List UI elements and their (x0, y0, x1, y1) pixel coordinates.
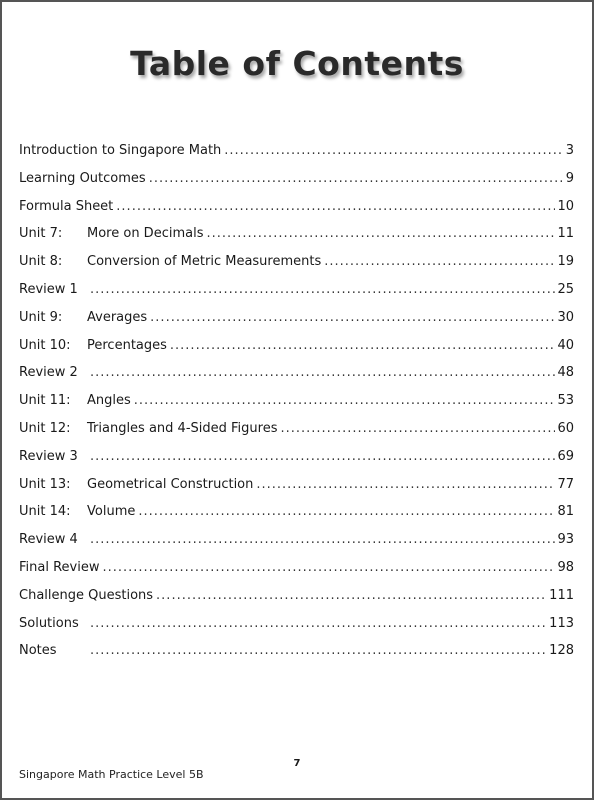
toc-entry-prefix: Notes (19, 643, 57, 659)
toc-entry-label: More on Decimals (87, 226, 204, 242)
toc-entry-prefix: Unit 9: (19, 309, 63, 325)
toc-entry (19, 504, 574, 532)
toc-entry-page: 60 (557, 420, 574, 436)
toc-entry-label: Final Review (19, 559, 100, 575)
page-title: Table of Contents (130, 44, 464, 83)
dot-leader (90, 282, 555, 297)
toc-entry (19, 226, 574, 254)
toc-entry-label: Volume (87, 504, 136, 520)
toc-entry-page: 53 (557, 393, 574, 409)
toc-entry-page: 3 (565, 143, 574, 158)
toc-entry (19, 310, 574, 338)
toc-entry-label: Angles (87, 393, 131, 409)
toc-entry-prefix: Unit 14: (19, 504, 71, 520)
toc-entry-label: Geometrical Construction (87, 476, 254, 492)
toc-entry-page: 111 (549, 587, 574, 603)
toc-entry (19, 143, 574, 171)
toc-entry-label: Triangles and 4-Sided Figures (87, 420, 278, 436)
dot-leader (256, 477, 555, 492)
toc-entry-prefix: Review 1 (19, 281, 78, 297)
toc-entry-page: 98 (557, 559, 574, 575)
toc-entry-page: 19 (557, 254, 574, 270)
toc-entry (19, 532, 574, 560)
page-number: 7 (293, 758, 301, 769)
toc-entry-page: 10 (557, 198, 574, 214)
toc-entry-prefix: Review 3 (19, 448, 78, 464)
toc-entry (19, 643, 574, 671)
toc-entry-label: Formula Sheet (19, 198, 114, 214)
dot-leader (156, 588, 547, 603)
toc-entry-prefix: Review 4 (19, 532, 78, 548)
toc-entry (19, 449, 574, 477)
dot-leader (90, 449, 555, 464)
toc-entry-page: 69 (557, 448, 574, 464)
toc-entry-prefix: Solutions (19, 615, 79, 631)
toc-entry-label: Conversion of Metric Measurements (87, 254, 322, 270)
book-title-footer: Singapore Math Practice Level 5B (19, 768, 204, 781)
toc-entry (19, 477, 574, 505)
toc-entry-prefix: Unit 7: (19, 226, 63, 242)
dot-leader (170, 338, 556, 353)
dot-leader (116, 199, 555, 214)
toc-entry (19, 171, 574, 199)
toc-entry-page: 11 (557, 226, 574, 242)
toc-entry-page: 30 (557, 309, 574, 325)
toc-entry-label: Averages (87, 309, 148, 325)
toc-entry-label: Learning Outcomes (19, 170, 146, 186)
toc-entry-label: Introduction to Singapore Math (19, 143, 222, 158)
dot-leader (280, 421, 555, 436)
toc-entry-prefix: Unit 8: (19, 254, 63, 270)
toc-entry-page: 128 (549, 643, 574, 659)
dot-leader (134, 393, 556, 408)
toc-entry (19, 560, 574, 588)
dot-leader (90, 365, 555, 380)
toc-entry-label: Percentages (87, 337, 167, 353)
dot-leader (90, 616, 547, 631)
toc-entry (19, 616, 574, 644)
toc-entry-page: 81 (557, 504, 574, 520)
toc-entry-page: 25 (557, 281, 574, 297)
toc-entry (19, 365, 574, 393)
dot-leader (90, 643, 547, 658)
toc-entry-prefix: Unit 11: (19, 393, 71, 409)
toc-entry-page: 9 (565, 170, 574, 186)
toc-entry-page: 93 (557, 532, 574, 548)
dot-leader (149, 171, 564, 186)
dot-leader (324, 254, 555, 269)
toc-entry-label: Challenge Questions (19, 587, 154, 603)
toc-entry-page: 48 (557, 365, 574, 381)
dot-leader (224, 143, 563, 158)
dot-leader (150, 310, 555, 325)
toc-entry-prefix: Unit 10: (19, 337, 71, 353)
toc-list (19, 143, 574, 671)
toc-entry-page: 113 (549, 615, 574, 631)
toc-entry (19, 588, 574, 616)
toc-entry-page: 77 (557, 476, 574, 492)
toc-entry-prefix: Unit 13: (19, 476, 71, 492)
toc-entry-prefix: Unit 12: (19, 420, 71, 436)
toc-entry (19, 199, 574, 227)
toc-entry (19, 254, 574, 282)
dot-leader (90, 532, 555, 547)
toc-entry (19, 338, 574, 366)
toc-entry-page: 40 (557, 337, 574, 353)
toc-entry (19, 282, 574, 310)
dot-leader (102, 560, 555, 575)
dot-leader (206, 226, 555, 241)
toc-entry (19, 421, 574, 449)
toc-entry-prefix: Review 2 (19, 365, 78, 381)
dot-leader (138, 504, 555, 519)
toc-entry (19, 393, 574, 421)
